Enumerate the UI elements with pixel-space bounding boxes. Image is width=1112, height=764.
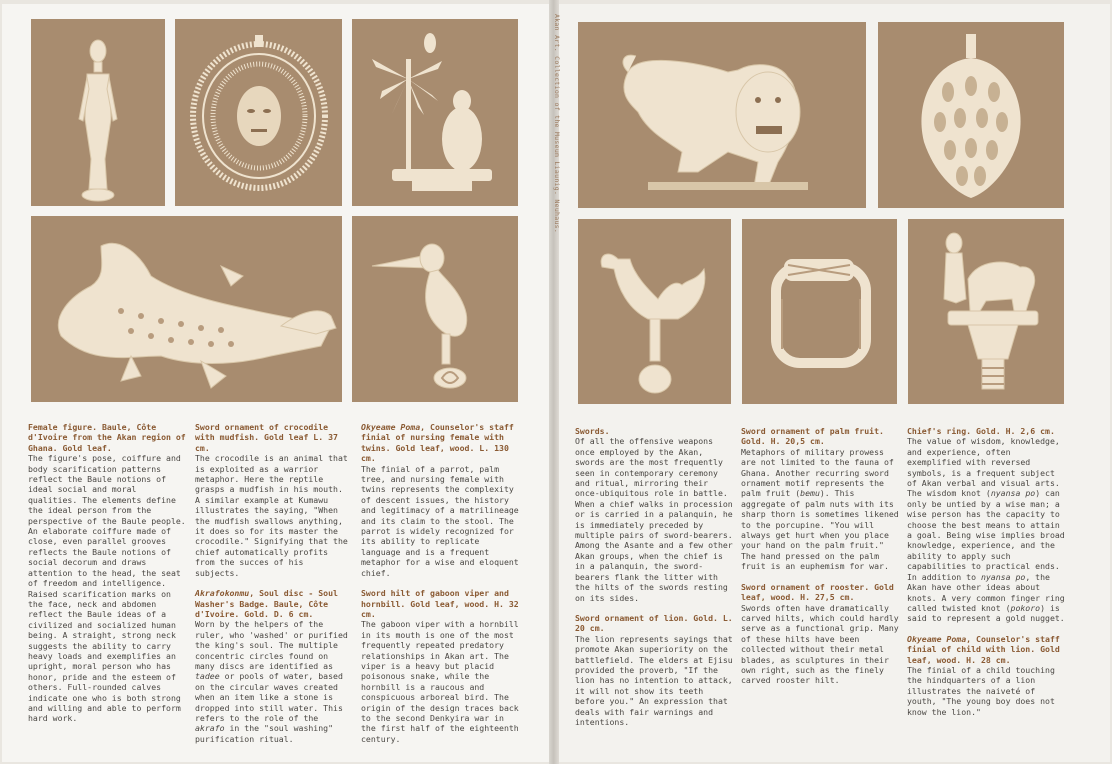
caption-body: The finial of a parrot, palm tree, and nursing female with twins represents the complexity of descent issues, the history and legitimacy of a matrilineage and its claim to the stool. The parrot is widely recognized for its ability to replicate language and is a frequent metaphor for a wise and eloquent chief. [361,463,519,578]
female-figure-icon [31,19,165,206]
caption-swords-and-lion [575,426,735,727]
caption-crocodile-and-soul-disc [195,422,350,744]
caption-body: Of all the offensive weapons once employed by the Akan, swords are the most frequently seen in contemporary ceremony and ritual, mirroring their once-ubiquitous role in battle. When a chief walks in procession or is carried in a palanquin, he is immediately preceded by multiple pairs of sword-bearers. Among the Asante and a few other Akan groups, when the chief is in a palanquin, the sword-bearers flank the litter with the hilts of the swords resting on its sides. [575,436,733,603]
rooster-icon [578,219,731,404]
side-credit-text: Akan Art. Collection of the Museum Liaunig. Neuhaus. [553,14,561,234]
hornbill-icon [352,216,518,402]
parrot-palm-icon [352,19,518,206]
photo-crocodile [31,216,342,402]
caption-heading: Chief's ring. Gold. H. 2,6 cm. [907,426,1055,436]
caption-heading: Sword hilt of gaboon viper and hornbill. Gold leaf, wood. H. 32 cm. [361,588,519,619]
caption-body: Worn by the helpers of the ruler, who 'washed' or purified the king's soul. The multiple concentric circles found on many discs are identified as tadee or pools of water, based on the circular waves created when an item like a stone is dropped into still water. This refers to the role of the akrafo in the "soul washing" purification ritual. [195,619,348,744]
caption-heading: Akrafokonmu, Soul disc - Soul Washer's Badge. Baule, Côte d'Ivoire. Gold. D. 6 cm. [195,588,338,619]
caption-heading: Okyeame Poma, Counselor's staff finial of nursing female with twins. Gold leaf, wood. L. 130 cm. [361,422,514,464]
caption-body: The gaboon viper with a hornbill in its mouth is one of the most frequently repeated predatory relationships in Akan art. The viper is a heavy but placid poisonous snake, while the hornbill is a raucous and conspicuous arboreal bird. The origin of the design traces back to the second Denkyira war in the first half of the eighteenth century. [361,619,519,744]
photo-viper-hornbill [352,216,518,402]
caption-staff-and-viper [361,422,521,744]
side-credit [553,14,563,314]
photo-soul-disc [175,19,342,206]
crocodile-icon [31,216,342,402]
photo-staff-finial-parrot [352,19,518,206]
caption-palm-fruit-and-rooster [741,426,901,686]
caption-body: Swords often have dramatically carved hilts, which could hardly serve as a functional grip. Many of these hilts have been collected without their metal blades, as sculptures in their own right, such as the finely carved rooster hilt. [741,602,899,686]
photo-female-figure [31,19,165,206]
caption-body: The value of wisdom, knowledge, and experience, often exemplified with reversed symbols, is a frequent subject of Akan verbal and visual arts. The wisdom knot (nyansa po) can only be untied by a wise man; a wise person has the capacity to choose the best means to attain a goal. Being wise implies broad knowledge, experience, and the ability to apply such capabilities to practical ends. In addition to nyansa po, the Akan have other ideas about knots. A very common finger ring called twisted knot (pokoro) is said to represent a gold nugget. [907,436,1065,624]
palm-fruit-icon [878,22,1064,208]
caption-body: The lion represents sayings that promote Akan superiority on the battlefield. The elders at Ejisu provided the proverb, "If the lion has no intention to attack, it will not show its teeth before you." An expression that deals with fair warnings and intentions. [575,633,733,727]
photo-rooster [578,219,731,404]
caption-heading: Sword ornament of crocodile with mudfish. Gold leaf L. 37 cm. [195,422,338,453]
photo-lion [578,22,866,208]
caption-heading: Swords. [575,426,610,436]
caption-body: The crocodile is an animal that is exploited as a warrior metaphor. Here the reptile grasps a mudfish in his mouth. A similar example at Kumawu illustrates the saying, "When the mudfish swallows anything, it does so for its master the crocodile." Signifying that the chief automatically profits from the succes of his subjects. [195,453,348,578]
caption-heading: Sword ornament of lion. Gold. L. 20 cm. [575,612,733,634]
caption-heading: Female figure. Baule, Côte d'Ivoire from the Akan region of Ghana. Gold leaf. [28,422,186,453]
caption-heading: Sword ornament of rooster. Gold leaf, wood. H. 27,5 cm. [741,581,894,603]
photo-chiefs-ring [742,219,897,404]
caption-female-figure [28,422,188,724]
child-lion-icon [908,219,1064,404]
caption-ring-and-child-lion [907,426,1067,717]
soul-disc-icon [175,19,342,206]
ring-icon [742,219,897,404]
caption-body: Metaphors of military prowess are not limited to the fauna of Ghana. Another recurring sword ornament motif represents the palm fruit (bemu). This aggregate of palm nuts with its sharp thorn is sometimes likened to the porcupine. "You will always get hurt when you place your hand on the palm fruit." The hand pressed on the palm fruit is an euphemism for war. [741,446,899,572]
lion-icon [578,22,866,208]
caption-body: The finial of a child touching the hindquarters of a lion illustrates the naiveté of youth, "The young boy does not know the lion." [907,664,1055,717]
caption-body: The figure's pose, coiffure and body scarification patterns reflect the Baule notions of ideal social and moral qualities. The elements define the ideal person from the perspective of the Baule people. An elaborate coiffure made of close, even parallel grooves reflects the Baule notions of social decorum and draws attention to the head, the seat of freedom and intelligence. Raised scarification marks on the face, neck and abdomen reflect the Baule ideas of a civilized and socialized human being. A straight, strong neck suggests the ability to carry heavy loads and exemplifies an upright, moral person who has honor, pride and the esteem of others. Full-rounded calves indicate one who is both strong and willing and able to perform hard work. [28,453,186,724]
caption-heading: Okyeame Poma, Counselor's staff finial of child with lion. Gold leaf, wood. H. 28 cm. [907,633,1060,665]
caption-heading: Sword ornament of palm fruit. Gold. H. 20,5 cm. [741,426,884,447]
photo-palm-fruit [878,22,1064,208]
photo-child-with-lion [908,219,1064,404]
